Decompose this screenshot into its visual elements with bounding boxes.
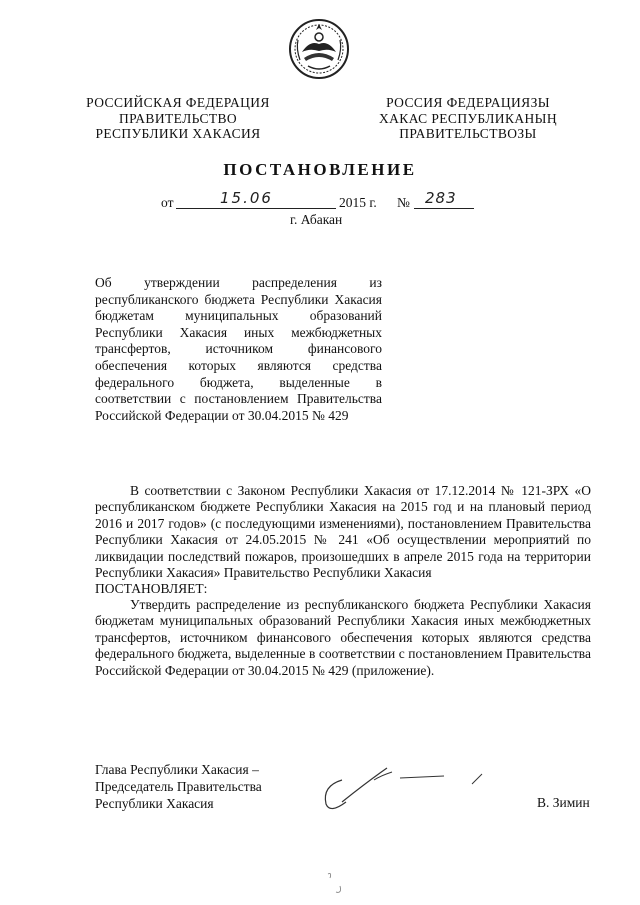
number-handwritten: 283	[425, 189, 457, 207]
header-left-line-3: РЕСПУБЛИКИ ХАКАСИЯ	[95, 126, 261, 141]
city: г. Абакан	[290, 212, 343, 227]
header-right-line-2: ХАКАС РЕСПУБЛИКАНЫҢ	[379, 110, 557, 126]
scan-marks	[322, 868, 352, 898]
body-paragraph-1	[95, 483, 591, 581]
header-right-line-3: ПРАВИТЕЛЬСТВОЗЫ	[399, 126, 537, 141]
document-title: ПОСТАНОВЛЕНИЕ	[223, 160, 417, 179]
header-right-line-1: РОССИЯ ФЕДЕРАЦИЯЗЫ	[386, 95, 550, 110]
signature-position-line-2: Председатель Правительства	[95, 779, 262, 794]
header-left	[78, 95, 278, 142]
date-prefix: от	[161, 195, 174, 210]
paragraph-1-text: В соответствии с Законом Республики Хакасия от 17.12.2014 № 121-ЗРХ «О республиканском бюджете Республики Хакасия на 2015 год и на плановый период 2016 и 2017 годов» (с последующими изменениями), постановлением Правительства Республики Хакасия от 24.05.2015 № 241 «Об осуществлении мероприятий по ликвидации последствий пожаров, произошедших в апреле 2015 года на территории Республики Хакасия» Правительство Республики Хакасия	[95, 483, 591, 581]
signature-position-line-1: Глава Республики Хакасия –	[95, 762, 259, 777]
paragraph-2-text: Утвердить распределение из республиканского бюджета Республики Хакасия бюджетам муниципальных образований Республики Хакасия иных межбюджетных трансфертов, источником финансового обеспечения которых являются средства федерального бюджета, выделенные в соответствии с постановлением Правительства Российской Федерации от 30.04.2015 № 429 (приложение).	[95, 597, 591, 678]
signature-position	[95, 761, 262, 812]
decree-word: ПОСТАНОВЛЯЕТ:	[95, 581, 208, 596]
year-text: 2015 г.	[339, 195, 377, 210]
header-left-line-2: ПРАВИТЕЛЬСТВО	[118, 110, 238, 126]
signature-position-line-3: Республики Хакасия	[95, 796, 214, 811]
header-left-line-1: РОССИЙСКАЯ ФЕДЕРАЦИЯ	[86, 95, 270, 110]
number-label: №	[397, 195, 410, 210]
signatory-name: В. Зимин	[537, 795, 590, 810]
body-paragraph-2	[95, 597, 591, 679]
subject-heading: Об утверждении распределения из республиканского бюджета Республики Хакасия бюджетам муниципальных образований Республики Хакасия иных межбюджетных трансфертов, источником финансового обеспечения которых являются средства федерального бюджета, выделенные в соответствии с постановлением Правительства Российской Федерации от 30.04.2015 № 429	[95, 275, 382, 423]
handwritten-signature	[312, 762, 492, 822]
coat-of-arms-emblem	[288, 18, 350, 80]
date-handwritten: 15.06	[220, 189, 273, 207]
header-right	[368, 95, 568, 142]
